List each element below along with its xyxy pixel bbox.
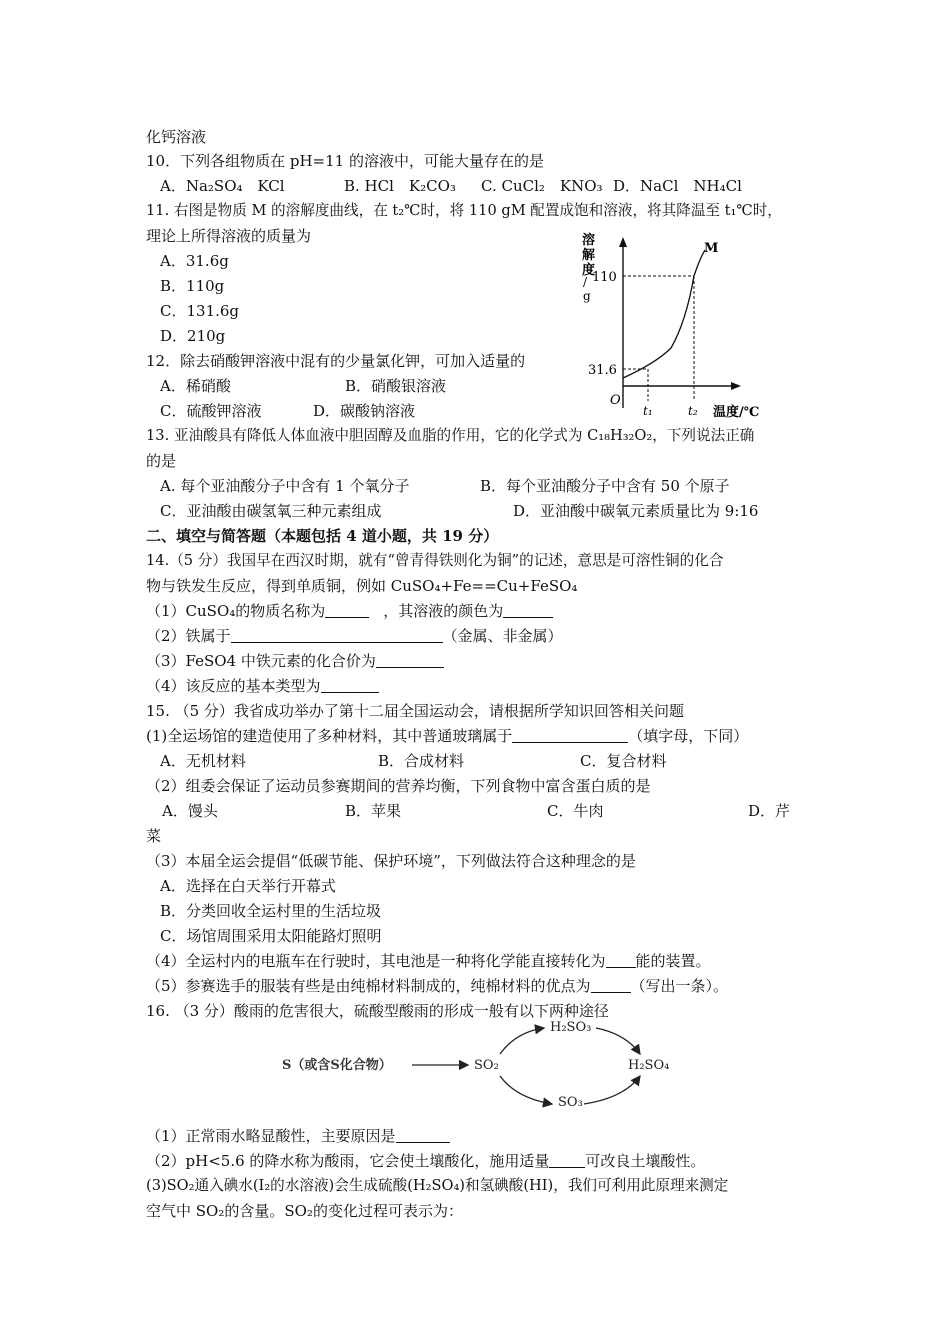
q15-part4-b: 能的装置。 xyxy=(635,952,711,970)
q13-option-c: C．亚油酸由碳氢氧三种元素组成 xyxy=(160,502,382,520)
q14-part2-b: （金属、非金属） xyxy=(442,627,563,645)
q16-part2-b: 可改良土壤酸性。 xyxy=(585,1152,706,1170)
q10-option-d: D．NaCl NH₄Cl xyxy=(613,177,742,195)
x-axis-label: 温度/℃ xyxy=(713,405,760,420)
arrow-h2so3-to-h2so4 xyxy=(596,1028,640,1054)
q16-part1-text: （1）正常雨水略显酸性，主要原因是 xyxy=(146,1127,396,1145)
q16-blank-substance[interactable] xyxy=(549,1153,585,1168)
origin-label: O xyxy=(610,393,621,408)
q15-part1-a: (1)全运场馆的建造使用了多种材料，其中普通玻璃属于 xyxy=(146,727,513,745)
q11-option-b: B．110g xyxy=(160,277,225,295)
q14-blank-type[interactable] xyxy=(321,678,379,693)
q15-blank-cotton[interactable] xyxy=(591,978,631,993)
q15-part4-a: （4）全运村内的电瓶车在行驶时，其电池是一种将化学能直接转化为 xyxy=(146,952,606,970)
q15-part5-b: （写出一条）。 xyxy=(630,977,729,995)
q14-blank-color[interactable] xyxy=(503,603,553,618)
q12-option-b: B．硝酸银溶液 xyxy=(345,377,447,395)
q12-option-a: A．稀硝酸 xyxy=(160,377,231,395)
q15-stem: 15. （5 分）我省成功举办了第十二届全国运动会，请根据所学知识回答相关问题 xyxy=(146,702,684,720)
q13-option-b: B．每个亚油酸分子中含有 50 个原子 xyxy=(480,477,730,495)
q15-p3-option-c: C．场馆周围采用太阳能路灯照明 xyxy=(160,927,382,945)
q15-p1-option-c: C．复合材料 xyxy=(580,752,667,770)
q16-part3-line2: 空气中 SO₂的含量。SO₂的变化过程可表示为： xyxy=(146,1202,463,1220)
y-label-char-5: g xyxy=(583,289,591,303)
q15-blank-energy[interactable] xyxy=(606,953,636,968)
q10-option-c: C. CuCl₂ KNO₃ xyxy=(481,177,603,195)
q15-part2: （2）组委会保证了运动员参赛期间的营养均衡，下列食物中富含蛋白质的是 xyxy=(146,777,651,795)
q13-option-d: D．亚油酸中碳氧元素质量比为 9:16 xyxy=(513,502,759,520)
q15-part1-b: （填字母，下同） xyxy=(628,727,749,745)
tick-y1: 31.6 xyxy=(588,363,617,378)
arrow-so2-to-so3 xyxy=(500,1076,552,1104)
solubility-chart xyxy=(578,228,788,423)
q14-blank-valence[interactable] xyxy=(376,653,444,668)
tick-t2: t₂ xyxy=(688,404,698,418)
node-h2so3: H₂SO₃ xyxy=(550,1020,592,1035)
q11-option-a: A．31.6g xyxy=(160,252,229,270)
series-label: M xyxy=(704,241,719,256)
q16-part3-line1: (3)SO₂通入碘水(I₂的水溶液)会生成硫酸(H₂SO₄)和氢碘酸(HI)，我们可利用此原理来测定 xyxy=(146,1177,729,1194)
y-label-char-3: 度 xyxy=(582,263,596,278)
q11-option-d: D．210g xyxy=(160,327,226,345)
q16-part1 xyxy=(146,1126,450,1146)
q13-option-a: A. 每个亚油酸分子中含有 1 个氧分子 xyxy=(160,477,410,495)
section-heading: 二、填空与简答题（本题包括 4 道小题，共 19 分） xyxy=(146,527,499,545)
q15-part1 xyxy=(146,726,748,746)
q14-part4-text: （4）该反应的基本类型为 xyxy=(146,677,321,695)
q14-stem-line2: 物与铁发生反应，得到单质铜，例如 CuSO₄+Fe==Cu+FeSO₄ xyxy=(146,577,578,595)
source-label: S（或含S化合物） xyxy=(282,1058,392,1073)
arrow-so2-to-h2so3 xyxy=(500,1028,544,1054)
x-axis-arrow xyxy=(731,382,741,390)
q14-part1-a: （1）CuSO₄的物质名称为 xyxy=(146,602,326,620)
q12-stem: 12．除去硝酸钾溶液中混有的少量氯化钾，可加入适量的 xyxy=(146,352,526,370)
q16-stem: 16. （3 分）酸雨的危害很大，硫酸型酸雨的形成一般有以下两种途径 xyxy=(146,1002,609,1020)
q16-blank-reason[interactable] xyxy=(396,1128,450,1143)
q16-part2 xyxy=(146,1151,705,1171)
q10-stem: 10．下列各组物质在 pH=11 的溶液中，可能大量存在的是 xyxy=(146,152,544,170)
q15-p2-option-c: C．牛肉 xyxy=(547,802,604,820)
q15-p1-option-a: A．无机材料 xyxy=(160,752,246,770)
q15-part5 xyxy=(146,976,728,996)
q15-blank-glass[interactable] xyxy=(512,728,628,743)
q10-option-b: B. HCl K₂CO₃ xyxy=(344,177,456,195)
acid-rain-diagram xyxy=(278,1018,678,1118)
y-axis-arrow xyxy=(619,237,627,247)
y-label-char-4: / xyxy=(583,275,588,289)
q15-p3-option-a: A．选择在白天举行开幕式 xyxy=(160,877,336,895)
q15-p2-option-b: B．苹果 xyxy=(345,802,402,820)
q15-p3-option-b: B．分类回收全运村里的生活垃圾 xyxy=(160,902,382,920)
y-label-char-2: 解 xyxy=(582,248,596,263)
q14-part1 xyxy=(146,601,553,621)
q15-p1-option-b: B．合成材料 xyxy=(378,752,465,770)
q14-part3 xyxy=(146,651,444,671)
q14-stem-line1: 14.（5 分）我国早在西汉时期，就有“曾青得铁则化为铜”的记述，意思是可溶性铜的化合 xyxy=(146,552,724,569)
q14-part4 xyxy=(146,676,379,696)
y-label-char-1: 溶 xyxy=(582,233,596,248)
q11-option-c: C．131.6g xyxy=(160,302,240,320)
q15-part3: （3）本届全运会提倡“低碳节能、保护环境”，下列做法符合这种理念的是 xyxy=(146,852,636,870)
series-m-curve xyxy=(623,250,705,378)
q14-part1-b: ，其溶液的颜色为 xyxy=(383,602,504,620)
q14-blank-metal[interactable] xyxy=(231,628,443,643)
arrow-so3-to-h2so4 xyxy=(584,1076,640,1104)
q10-option-a: A．Na₂SO₄ KCl xyxy=(160,177,285,195)
q14-part2-a: （2）铁属于 xyxy=(146,627,231,645)
q15-p2-option-d: D．芹 xyxy=(748,802,791,820)
tick-y2: 110 xyxy=(592,270,617,285)
node-so3: SO₃ xyxy=(558,1095,583,1110)
q9-tail: 化钙溶液 xyxy=(146,128,207,146)
q16-part2-a: （2）pH<5.6 的降水称为酸雨，它会使土壤酸化，施用适量 xyxy=(146,1152,550,1170)
node-so2: SO₂ xyxy=(474,1058,499,1073)
q14-blank-name[interactable] xyxy=(325,603,369,618)
q13-stem-line1: 13. 亚油酸具有降低人体血液中胆固醇及血脂的作用，它的化学式为 C₁₈H₃₂O₂，下列说法正确 xyxy=(146,427,755,444)
q12-option-c: C．硫酸钾溶液 xyxy=(160,402,262,420)
q11-stem-line2: 理论上所得溶液的质量为 xyxy=(146,227,312,245)
q11-stem-line1: 11. 右图是物质 M 的溶解度曲线，在 t₂℃时，将 110 gM 配置成饱和溶液，将其降温至 t₁℃时， xyxy=(146,202,782,219)
q14-part2 xyxy=(146,626,563,646)
q14-part3-text: （3）FeSO4 中铁元素的化合价为 xyxy=(146,652,376,670)
q12-option-d: D．碳酸钠溶液 xyxy=(313,402,416,420)
q13-stem-line2: 的是 xyxy=(146,452,177,470)
q15-p2-option-d-wrap: 菜 xyxy=(146,827,162,845)
q15-p2-option-a: A．馒头 xyxy=(162,802,218,820)
q15-part5-a: （5）参赛选手的服装有些是由纯棉材料制成的，纯棉材料的优点为 xyxy=(146,977,591,995)
node-h2so4: H₂SO₄ xyxy=(628,1058,670,1073)
tick-t1: t₁ xyxy=(643,404,653,418)
q15-part4 xyxy=(146,951,711,971)
